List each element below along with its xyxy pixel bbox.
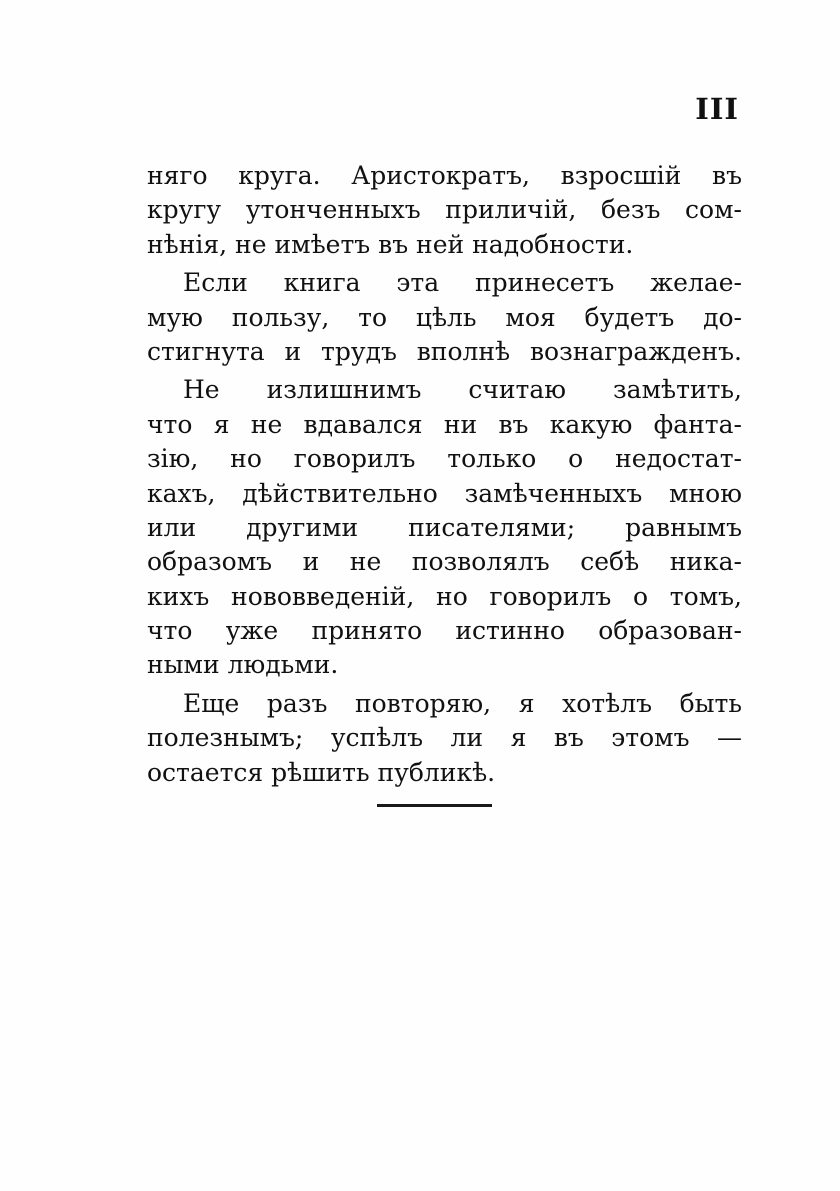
text-line: Еще разъ повторяю, я хотѣлъ быть (183, 688, 742, 718)
text-line: кихъ нововведеній, но говорилъ о томъ, (147, 581, 742, 611)
page-number: III (695, 92, 739, 126)
text-line: ными людьми. (147, 650, 339, 680)
text-line: кругу утонченныхъ приличій, безъ сом- (147, 195, 742, 225)
text-line: стигнута и трудъ вполнѣ вознагражденъ. (147, 336, 742, 366)
text-line: зію, но говорилъ только о недостат- (147, 444, 742, 474)
section-divider (377, 804, 492, 807)
text-line: мую пользу, то цѣль моя будетъ до- (147, 302, 742, 332)
text-line: кахъ, дѣйствительно замѣченныхъ мною (147, 478, 742, 508)
text-line: Не излишнимъ считаю замѣтить, (183, 375, 742, 405)
paragraph-1 (147, 159, 742, 262)
text-line: няго круга. Аристократъ, взросшій въ (147, 161, 742, 190)
paragraph-4 (147, 687, 742, 790)
paragraph-3 (147, 373, 742, 683)
text-line: или другими писателями; равнымъ (147, 512, 742, 542)
text-line: Если книга эта принесетъ желае- (183, 268, 742, 298)
text-line: полезнымъ; успѣлъ ли я въ этомъ — (147, 723, 742, 753)
text-line: остается рѣшить публикѣ. (147, 757, 496, 787)
body-text (147, 159, 742, 794)
text-line: образомъ и не позволялъ себѣ ника- (147, 547, 742, 577)
text-line: что я не вдавался ни въ какую фанта- (147, 409, 742, 439)
paragraph-2 (147, 266, 742, 369)
text-line: что уже принято истинно образован- (147, 616, 742, 646)
text-line: нѣнія, не имѣетъ въ ней надобности. (147, 229, 634, 259)
